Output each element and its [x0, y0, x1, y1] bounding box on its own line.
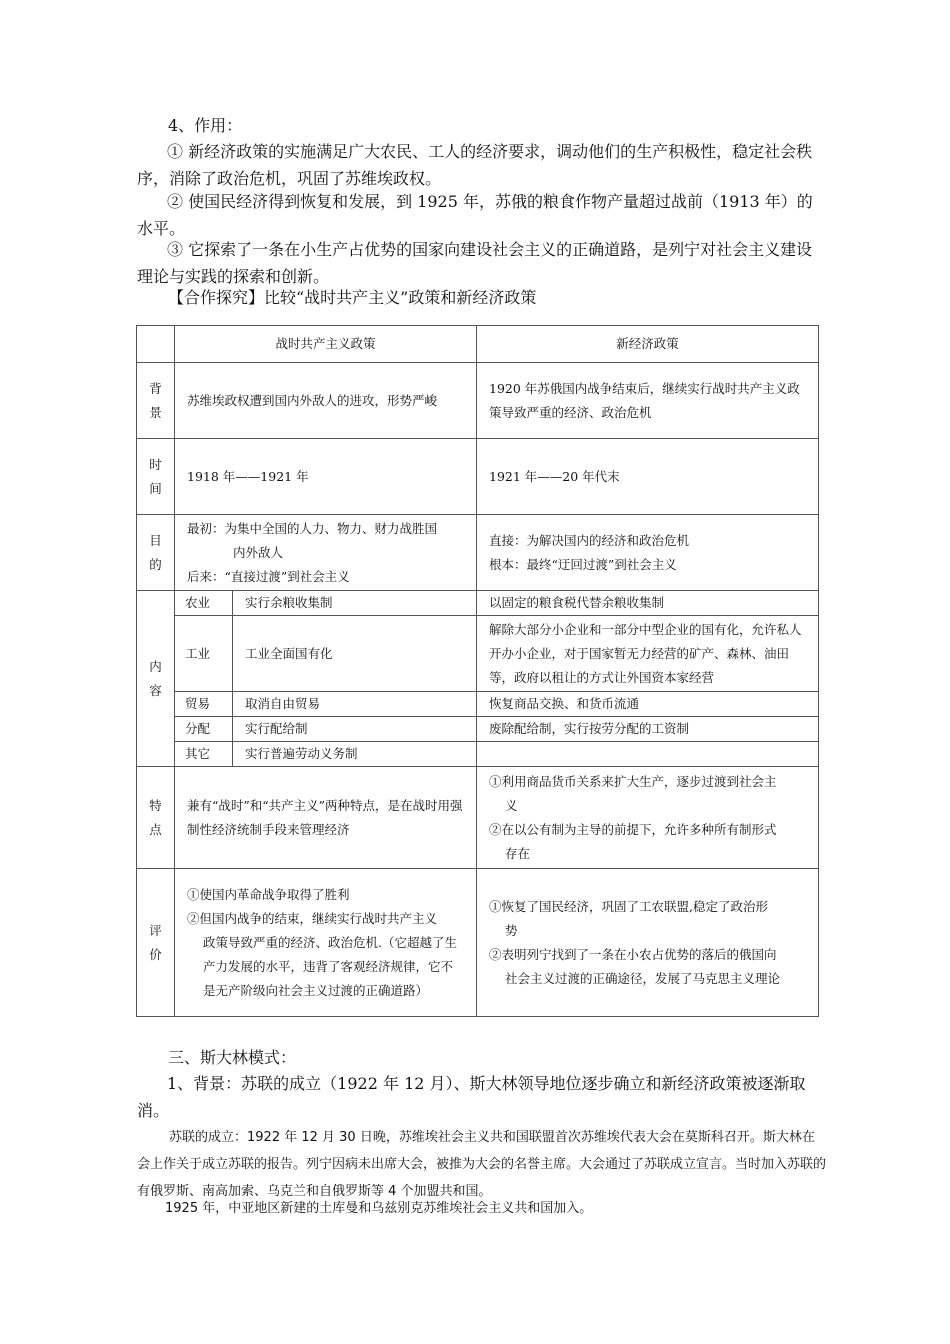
sector-label: 农业 — [175, 591, 233, 616]
table-row-evaluation — [137, 869, 819, 1017]
row-label: 背 景 — [137, 363, 175, 439]
table-cell: ①利用商品货币关系来扩大生产，逐步过渡到社会主 义 ②在以公有制为主导的前提下，允许多种所有制形式 存在 — [477, 767, 819, 869]
table-cell: 直接：为解决国内的经济和政治危机 根本：最终“迂回过渡”到社会主义 — [477, 515, 819, 591]
table-row-content — [137, 717, 819, 742]
table-cell: 以固定的粮食税代替余粮收集制 — [477, 591, 819, 616]
row-label: 内 容 — [137, 591, 175, 767]
table-cell: 苏维埃政权遭到国内外敌人的进攻，形势严峻 — [175, 363, 477, 439]
table-row-time — [137, 439, 819, 515]
table-cell: 取消自由贸易 — [233, 692, 477, 717]
effect-paragraph-1: ① 新经济政策的实施满足广大农民、工人的经济要求，调动他们的生产积极性，稳定社会秩序，消除了政治危机，巩固了苏维埃政权。 — [137, 142, 813, 188]
table-cell: 兼有“战时”和“共产主义”两种特点，是在战时用强制性经济统制手段来管理经济 — [175, 767, 477, 869]
table-row-features — [137, 767, 819, 869]
table-cell: 1921 年——20 年代末 — [477, 439, 819, 515]
column-header-war-communism: 战时共产主义政策 — [175, 326, 477, 363]
effect-paragraph-3: ③ 它探索了一条在小生产占优势的国家向建设社会主义的正确道路，是列宁对社会主义建设理论与实践的探索和创新。 — [137, 240, 813, 286]
table-row-content — [137, 591, 819, 616]
table-cell: 恢复商品交换、和货币流通 — [477, 692, 819, 717]
sector-label: 分配 — [175, 717, 233, 742]
central-asia-paragraph: 1925 年，中亚地区新建的土库曼和乌兹别克苏维埃社会主义共和国加入。 — [165, 1201, 593, 1216]
ussr-founding-paragraph: 苏联的成立：1922 年 12 月 30 日晚，苏维埃社会主义共和国联盟首次苏维埃代表大会在莫斯科召开。斯大林在会上作关于成立苏联的报告。列宁因病未出席大会，被推为大会的名誉主席。大会通过了苏联成立宣言。当时加入苏联的有俄罗斯、南高加索、乌克兰和自俄罗斯等 4 个加盟共和国。 — [137, 1130, 827, 1199]
table-cell: ①恢复了国民经济，巩固了工农联盟,稳定了政治形 势 ②表明列宁找到了一条在小农占优势的落后的俄国向 社会主义过渡的正确途径，发展了马克思主义理论 — [477, 869, 819, 1017]
table-cell — [477, 742, 819, 767]
row-label: 评 价 — [137, 869, 175, 1017]
table-cell: 实行普遍劳动义务制 — [233, 742, 477, 767]
comparison-table — [136, 325, 819, 1017]
table-row-background — [137, 363, 819, 439]
column-header-nep: 新经济政策 — [477, 326, 819, 363]
table-cell: 1920 年苏俄国内战争结束后，继续实行战时共产主义政策导致严重的经济、政治危机 — [477, 363, 819, 439]
section4-title: 4、作用： — [168, 116, 243, 135]
table-cell: 工业全面国有化 — [233, 616, 477, 692]
stalin-background-paragraph: 1、背景：苏联的成立（1922 年 12 月）、斯大林领导地位逐步确立和新经济政策被逐渐取消。 — [137, 1074, 806, 1120]
table-cell: 实行余粮收集制 — [233, 591, 477, 616]
table-cell: 解除大部分小企业和一部分中型企业的国有化，允许私人开办小企业，对于国家暂无力经营的矿产、森林、油田等，政府以租让的方式让外国资本家经营 — [477, 616, 819, 692]
table-cell: 废除配给制，实行按劳分配的工资制 — [477, 717, 819, 742]
sector-label: 工业 — [175, 616, 233, 692]
row-label: 时 间 — [137, 439, 175, 515]
table-header-row — [137, 326, 819, 363]
table-row-content — [137, 616, 819, 692]
sector-label: 贸易 — [175, 692, 233, 717]
row-label: 特 点 — [137, 767, 175, 869]
table-row-content — [137, 742, 819, 767]
table-cell: 1918 年——1921 年 — [175, 439, 477, 515]
row-label: 目 的 — [137, 515, 175, 591]
section3-title: 三、斯大林模式： — [168, 1048, 297, 1067]
table-row-purpose — [137, 515, 819, 591]
effect-paragraph-2: ② 使国民经济得到恢复和发展，到 1925 年，苏俄的粮食作物产量超过战前（1913 年）的水平。 — [137, 192, 813, 238]
table-cell: ①使国内革命战争取得了胜利 ②但国内战争的结束，继续实行战时共产主义 政策导致严重的经济、政治危机.（它超越了生产力发展的水平，违背了客观经济规律，它不是无产阶级向社会主义过渡的正确道路） — [175, 869, 477, 1017]
table-cell: 最初：为集中全国的人力、物力、财力战胜国 内外敌人 后来：“直接过渡”到社会主义 — [175, 515, 477, 591]
table-row-content — [137, 692, 819, 717]
table-cell: 实行配给制 — [233, 717, 477, 742]
explore-title: 【合作探究】比较“战时共产主义”政策和新经济政策 — [168, 288, 537, 307]
sector-label: 其它 — [175, 742, 233, 767]
